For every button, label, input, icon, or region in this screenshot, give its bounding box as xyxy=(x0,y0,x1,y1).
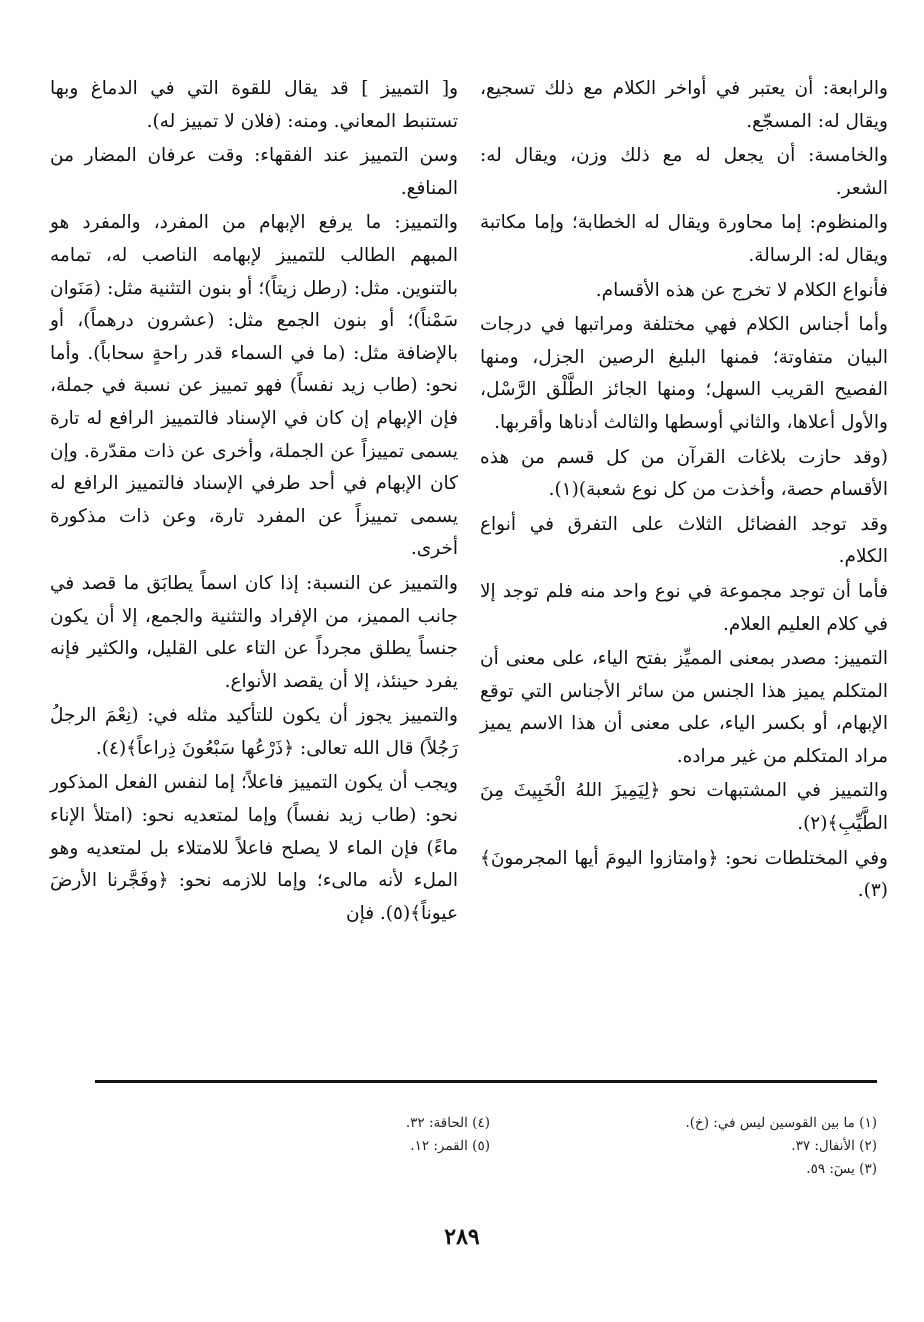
paragraph: وسن التمييز عند الفقهاء: وقت عرفان المضار من المنافع. xyxy=(50,145,458,199)
paragraph: والتمييز في المشتبهات نحو ﴿لِيَمِيزَ اللهُ الْخَبِيثَ مِنَ الطَّيِّبِ﴾(٢). xyxy=(480,780,889,835)
paragraph: والخامسة: أن يجعل له مع ذلك وزن، ويقال له: الشعر. xyxy=(480,145,888,199)
right-text-column xyxy=(480,73,888,908)
paragraph: (وقد حازت بلاغات القرآن من كل قسم من هذه الأقسام حصة، وأخذت من كل نوع شعبة)(١). xyxy=(480,446,888,501)
paragraph: فأما أن توجد مجموعة في نوع واحد منه فلم توجد إلا في كلام العليم العلام. xyxy=(480,580,888,635)
paragraph: وأما أجناس الكلام فهي مختلفة ومراتبها في درجات البيان متفاوتة؛ فمنها البليغ الرصين الجزل، ومنها الفصيح القريب السهل؛ ومنها الجائز الطَّلْق الرَّسْل، والأول أعلاها، والثاني أوسطها والثالث أدناها وأقربها. xyxy=(480,314,888,433)
paragraph: و[ التمييز ] قد يقال للقوة التي في الدماغ وبها تستنبط المعاني. ومنه: (فلان لا تمييز له). xyxy=(50,78,458,132)
footnote: (٥) القمر: ١٢. xyxy=(410,1138,490,1154)
footnote: (٢) الأنفال: ٣٧. xyxy=(791,1138,877,1154)
paragraph: والتمييز عن النسبة: إذا كان اسماً يطابَق ما قصد في جانب المميز، من الإفراد والتثنية والجمع، إلا أن يكون جنساً يطلق مجرداً عن التاء على القليل، والكثير فإنه يفرد حينئذ، إلا أن يقصد الأنواع. xyxy=(50,572,458,692)
paragraph: التمييز: مصدر بمعنى المميِّز بفتح الياء، على معنى أن المتكلم يميز هذا الجنس من سائر الأجناس التي توقع الإبهام، أو بكسر الياء، على معنى أن هذا الاسم يميز مراد المتكلم من غير مراده. xyxy=(480,648,888,767)
footnote: (١) ما بين القوسين ليس في: (خ). xyxy=(685,1115,877,1131)
footnote: (٣) يسٓ: ٥٩. xyxy=(806,1161,877,1177)
paragraph: والتمييز: ما يرفع الإبهام من المفرد، والمفرد هو المبهم الطالب للتمييز لإبهامه الناصب له، تمامه بالتنوين. مثل: (رطل زيتاً)؛ أو بنون التثنية مثل: (مَنَوان سَمْناً)؛ أو بنون الجمع مثل: (عشرون درهماً)، أو بالإضافة مثل: (ما في السماء قدر راحةٍ سحاباً). وأما نحو: (طاب زيد نفساً) فهو تمييز عن نسبة في جملة، فإن الإبهام إن كان في الإسناد فالتمييز الرافع له تارة يسمى تمييزاً عن الجملة، وأخرى عن ذات مقدّرة. وإن كان الإبهام في أحد طرفي الإسناد فالتمييز الرافع له يسمى تمييزاً عن المفرد تارة، وعن ذات مذكورة أخرى. xyxy=(50,212,458,560)
footnotes-right xyxy=(497,1112,877,1181)
paragraph: فأنواع الكلام لا تخرج عن هذه الأقسام. xyxy=(595,279,888,301)
paragraph: والمنظوم: إما محاورة ويقال له الخطابة؛ وإما مكاتبة ويقال له: الرسالة. xyxy=(480,212,888,266)
left-text-column xyxy=(50,73,458,930)
paragraph: والرابعة: أن يعتبر في أواخر الكلام مع ذلك تسجيع، ويقال له: المسجّع. xyxy=(480,78,888,132)
paragraph: وقد توجد الفضائل الثلاث على التفرق في أنواع الكلام. xyxy=(480,513,888,568)
footnotes-left xyxy=(110,1112,490,1158)
paragraph: والتمييز يجوز أن يكون للتأكيد مثله في: (نِعْمَ الرجلُ رَجُلاً) قال الله تعالى: ﴿ذَرْعُها سَبْعُونَ ذِراعاً﴾(٤). xyxy=(50,705,458,759)
footnote-divider xyxy=(95,1080,877,1083)
paragraph: ويجب أن يكون التمييز فاعلاً؛ إما لنفس الفعل المذكور نحو: (طاب زيد نفساً) وإما لمتعديه نحو: (امتلأ الإناء ماءً) فإن الماء لا يصلح فاعلاً للامتلاء بل لمتعديه وهو الملء لأنه مالىء؛ وإما للازمه نحو: ﴿وفَجَّرنا الأرضَ عيوناً﴾(٥). فإن xyxy=(50,772,458,924)
page-number: ٢٨٩ xyxy=(444,1224,480,1250)
footnote: (٤) الحاقة: ٣٢. xyxy=(405,1115,490,1131)
paragraph: وفي المختلطات نحو: ﴿وامتازوا اليومَ أيها المجرمونَ﴾(٣). xyxy=(480,847,888,902)
